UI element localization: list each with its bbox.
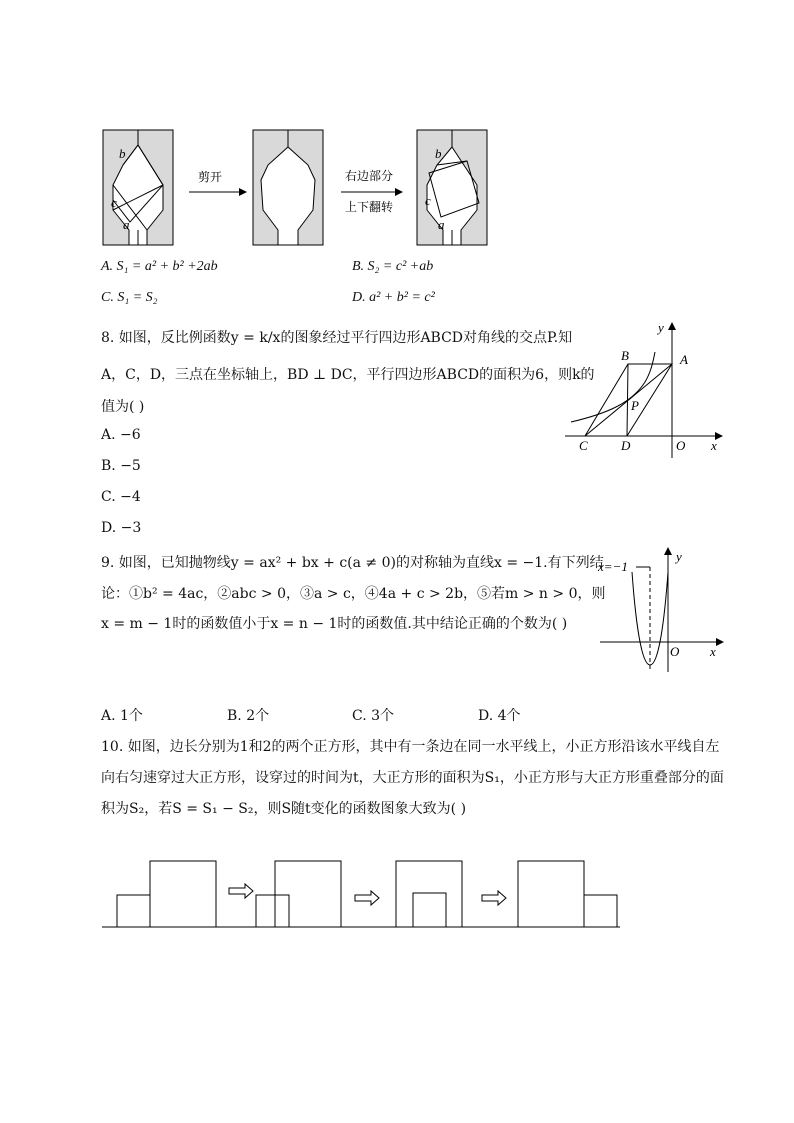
q9-figure <box>596 547 726 672</box>
q10-stem-line2: 向右匀速穿过大正方形，设穿过的时间为t，大正方形的面积为S₁，小正方形与大正方形重叠部分的面 <box>101 770 724 786</box>
q8-y-arrow-icon <box>668 322 676 330</box>
q9-y-arrow-icon <box>664 547 672 555</box>
q7-arrow1-head-icon <box>239 188 247 196</box>
q7-panel-cut <box>253 130 323 245</box>
q9-label-x: x <box>710 644 716 659</box>
q8-option-c: C. −4 <box>101 489 141 505</box>
q8-figure <box>565 318 725 458</box>
q10-small-square-4 <box>584 895 617 927</box>
q10-small-square-3 <box>413 893 446 927</box>
q9-label-y: y <box>676 549 682 564</box>
q10-small-square-2 <box>256 895 289 927</box>
q10-figure <box>100 855 625 935</box>
q7-panel-flipped <box>417 130 487 245</box>
q7-option-d: D. a² + b² = c² <box>352 290 435 305</box>
q10-stem-line1: 10. 如图，边长分别为1和2的两个正方形，其中有一条边在同一水平线上，小正方形沿该水平线自左 <box>101 739 720 755</box>
q8-stem-line1: 8. 如图，反比例函数y = k/x的图象经过平行四边形ABCD对角线的交点P.知 <box>101 330 573 346</box>
q7-label-b: b <box>119 146 126 161</box>
q8-label-o: O <box>676 438 686 453</box>
q10-small-square-1 <box>117 895 150 927</box>
q8-option-d: D. −3 <box>101 520 142 536</box>
q7-arrow2-label-1: 右边部分 <box>345 169 394 183</box>
q8-label-a: A <box>680 352 688 367</box>
q7-option-c: C. S₁ = S₂ <box>101 290 158 305</box>
q7-option-b: B. S₂ = c² +ab <box>352 259 434 274</box>
q7-arrow1-label: 剪开 <box>198 170 223 184</box>
q7-label-a: a <box>123 217 130 232</box>
q9-x-arrow-icon <box>716 638 724 646</box>
q7-label-c2: c <box>425 193 431 208</box>
q10-big-square-2 <box>275 861 341 927</box>
q8-option-a: A. −6 <box>101 427 141 443</box>
q8-stem-line3: 值为( ) <box>101 399 145 415</box>
q10-arrow-2-icon <box>355 891 379 905</box>
q9-stem-line3: x = m − 1时的函数值小于x = n − 1时的函数值.其中结论正确的个数为( ) <box>101 616 568 632</box>
q8-label-y: y <box>658 320 664 335</box>
q7-label-a2: a <box>438 217 445 232</box>
q7-arrow2-label-2: 上下翻转 <box>345 200 394 214</box>
q10-big-square-3 <box>396 861 462 927</box>
q7-option-a: A. S₁ = a² + b² +2ab <box>101 259 218 274</box>
q9-label-o: O <box>670 644 680 659</box>
q9-option-c: C. 3个 <box>352 708 395 724</box>
q8-option-b: B. −5 <box>101 458 141 474</box>
q10-big-square-1 <box>150 861 216 927</box>
q10-big-square-4 <box>518 861 584 927</box>
q9-stem-line1: 9. 如图，已知抛物线y = ax² + bx + c(a ≠ 0)的对称轴为直线x = −1.有下列结 <box>101 555 604 571</box>
q8-label-p: P <box>631 398 639 413</box>
q10-arrow-3-icon <box>482 891 506 905</box>
q7-figure <box>95 125 495 250</box>
q9-option-d: D. 4个 <box>478 708 521 724</box>
q10-arrow-1-icon <box>229 884 253 898</box>
q8-label-b: B <box>621 348 629 363</box>
q8-stem-line2: A，C，D，三点在坐标轴上，BD ⊥ DC，平行四边形ABCD的面积为6，则k的 <box>101 367 595 383</box>
q7-label-c: c <box>111 195 117 210</box>
q8-label-x: x <box>711 438 717 453</box>
q8-label-c: C <box>579 438 588 453</box>
q7-panel-original <box>103 130 173 245</box>
q8-label-d: D <box>621 438 631 453</box>
q9-axis-label: x=−1 <box>598 559 628 574</box>
q9-stem-line2: 论：①b² = 4ac，②abc > 0，③a > c，④4a + c > 2b，⑤若m > n > 0，则 <box>101 586 606 602</box>
q9-option-a: A. 1个 <box>101 708 143 724</box>
q7-arrow2-head-icon <box>395 188 403 196</box>
q10-stem-line3: 积为S₂，若S = S₁ − S₂，则S随t变化的函数图象大致为( ) <box>101 801 467 817</box>
q7-label-b2: b <box>435 146 442 161</box>
q9-option-b: B. 2个 <box>227 708 270 724</box>
